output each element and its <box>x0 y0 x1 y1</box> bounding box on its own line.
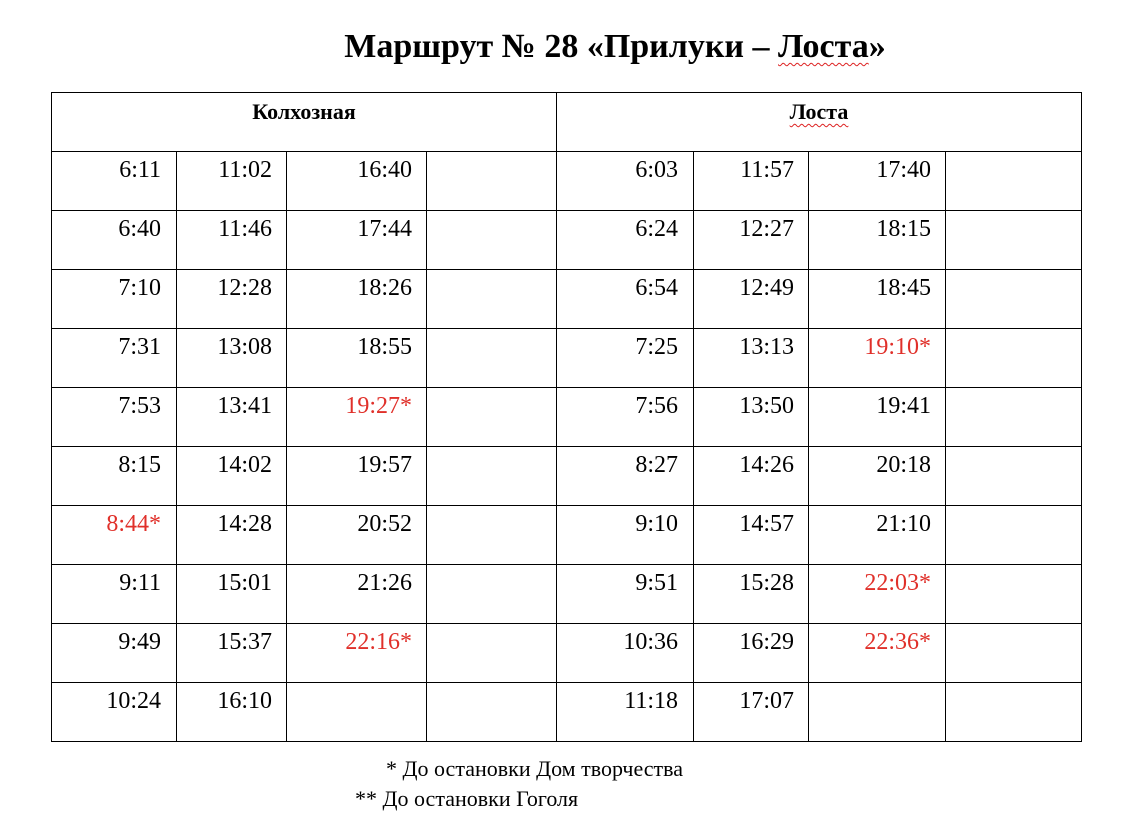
time-cell: 22:16* <box>287 624 427 683</box>
time-cell: 22:03* <box>809 565 946 624</box>
time-cell <box>946 447 1082 506</box>
time-cell: 14:57 <box>694 506 809 565</box>
time-cell: 12:27 <box>694 211 809 270</box>
timetable-body <box>52 152 1082 742</box>
time-cell: 9:49 <box>52 624 177 683</box>
column-header-losta <box>557 93 1082 152</box>
time-cell: 19:10* <box>809 329 946 388</box>
time-cell: 9:11 <box>52 565 177 624</box>
page-title <box>0 28 1140 66</box>
time-cell: 16:29 <box>694 624 809 683</box>
time-cell: 6:11 <box>52 152 177 211</box>
time-cell: 14:02 <box>177 447 287 506</box>
time-cell: 19:41 <box>809 388 946 447</box>
time-cell <box>427 506 557 565</box>
time-cell <box>427 270 557 329</box>
time-cell <box>427 683 557 742</box>
time-cell: 10:36 <box>557 624 694 683</box>
time-cell: 15:37 <box>177 624 287 683</box>
time-cell: 11:46 <box>177 211 287 270</box>
title-suffix: » <box>868 28 886 65</box>
footnote-two-stars: ** До остановки Гоголя <box>355 786 579 811</box>
time-cell: 7:10 <box>52 270 177 329</box>
time-cell: 15:28 <box>694 565 809 624</box>
time-cell: 12:49 <box>694 270 809 329</box>
time-cell: 12:28 <box>177 270 287 329</box>
time-cell: 11:18 <box>557 683 694 742</box>
time-cell: 6:54 <box>557 270 694 329</box>
time-cell: 21:10 <box>809 506 946 565</box>
time-cell <box>946 565 1082 624</box>
time-cell <box>946 506 1082 565</box>
time-cell <box>946 329 1082 388</box>
time-cell <box>946 624 1082 683</box>
table-row <box>52 152 1082 211</box>
time-cell: 16:10 <box>177 683 287 742</box>
time-cell: 14:26 <box>694 447 809 506</box>
time-cell: 20:52 <box>287 506 427 565</box>
stop-name: Лоста <box>789 99 849 124</box>
timetable <box>51 92 1082 742</box>
time-cell <box>946 388 1082 447</box>
time-cell: 10:24 <box>52 683 177 742</box>
time-cell: 8:27 <box>557 447 694 506</box>
time-cell: 14:28 <box>177 506 287 565</box>
time-cell <box>946 211 1082 270</box>
time-cell <box>427 565 557 624</box>
time-cell <box>946 683 1082 742</box>
table-row <box>52 506 1082 565</box>
time-cell <box>287 683 427 742</box>
time-cell <box>809 683 946 742</box>
time-cell: 13:13 <box>694 329 809 388</box>
table-row <box>52 211 1082 270</box>
time-cell: 22:36* <box>809 624 946 683</box>
table-row <box>52 270 1082 329</box>
table-row <box>52 388 1082 447</box>
time-cell: 8:44* <box>52 506 177 565</box>
header-row <box>52 93 1082 152</box>
table-row <box>52 447 1082 506</box>
time-cell: 18:45 <box>809 270 946 329</box>
time-cell: 7:25 <box>557 329 694 388</box>
time-cell: 17:44 <box>287 211 427 270</box>
time-cell: 8:15 <box>52 447 177 506</box>
table-row <box>52 329 1082 388</box>
time-cell: 9:51 <box>557 565 694 624</box>
time-cell: 18:55 <box>287 329 427 388</box>
column-header-kolkhoznaya <box>52 93 557 152</box>
time-cell <box>427 624 557 683</box>
time-cell <box>427 388 557 447</box>
time-cell: 11:57 <box>694 152 809 211</box>
table-row <box>52 624 1082 683</box>
title-destination: Лоста <box>778 28 869 65</box>
time-cell <box>427 447 557 506</box>
time-cell: 13:50 <box>694 388 809 447</box>
time-cell: 19:27* <box>287 388 427 447</box>
time-cell: 6:03 <box>557 152 694 211</box>
time-cell: 13:41 <box>177 388 287 447</box>
time-cell: 7:56 <box>557 388 694 447</box>
stop-name: Колхозная <box>252 99 356 124</box>
time-cell: 13:08 <box>177 329 287 388</box>
time-cell: 17:40 <box>809 152 946 211</box>
time-cell: 9:10 <box>557 506 694 565</box>
time-cell: 6:24 <box>557 211 694 270</box>
time-cell: 15:01 <box>177 565 287 624</box>
table-row <box>52 683 1082 742</box>
time-cell <box>427 152 557 211</box>
time-cell <box>946 270 1082 329</box>
time-cell: 17:07 <box>694 683 809 742</box>
time-cell: 16:40 <box>287 152 427 211</box>
time-cell <box>946 152 1082 211</box>
time-cell: 18:15 <box>809 211 946 270</box>
time-cell: 7:31 <box>52 329 177 388</box>
time-cell: 11:02 <box>177 152 287 211</box>
time-cell <box>427 329 557 388</box>
footnote-one-star: * До остановки Дом творчества <box>386 756 684 781</box>
title-prefix: Маршрут № 28 «Прилуки – <box>344 28 779 65</box>
table-row <box>52 565 1082 624</box>
time-cell: 21:26 <box>287 565 427 624</box>
time-cell: 20:18 <box>809 447 946 506</box>
time-cell <box>427 211 557 270</box>
time-cell: 19:57 <box>287 447 427 506</box>
time-cell: 7:53 <box>52 388 177 447</box>
time-cell: 6:40 <box>52 211 177 270</box>
time-cell: 18:26 <box>287 270 427 329</box>
